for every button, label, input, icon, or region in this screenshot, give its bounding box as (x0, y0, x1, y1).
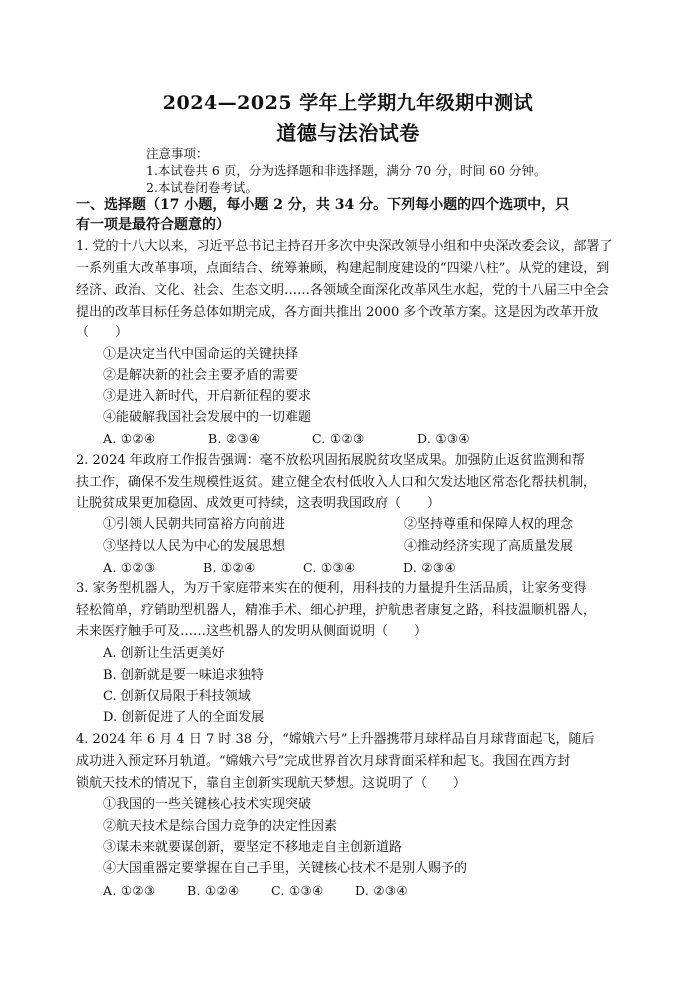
q2-statement-4: ④推动经济实现了高质量发展 (404, 539, 574, 554)
q2-statement-3: ③坚持以人民为中心的发展思想 (103, 539, 286, 554)
exam-title: 2024—2025 学年上学期九年级期中测试 (162, 92, 534, 114)
q2-choice-a: A. ①②③ (103, 560, 156, 575)
exam-subject-title: 道德与法治试卷 (276, 121, 420, 145)
q3-choice-a: A. 创新让生活更美好 (103, 646, 225, 661)
notice-item-1: 1.本试卷共 6 页，分为选择题和非选择题，满分 70 分，时间 60 分钟。 (146, 163, 547, 178)
q1-choice-c: C. ①②③ (312, 431, 365, 446)
q3-text-line-2: 轻松简单，疗销助型机器人，精准手术、细心护理，护航患者康复之路，科技温顺机器人， (76, 603, 597, 618)
q3-text-line-1: 3. 家务型机器人，为万千家庭带来实在的便利，用科技的力量提升生活品质，让家务变得 (76, 581, 587, 596)
q2-choice-d: D. ②③④ (403, 560, 456, 575)
q2-text-line-1: 2. 2024 年政府工作报告强调：毫不放松巩固拓展脱贫攻坚成果。加强防止返贫监测和帮 (76, 453, 585, 468)
q2-choice-b: B. ①②④ (203, 560, 256, 575)
q4-choice-a: A. ①②③ (103, 883, 156, 898)
notice-heading: 注意事项： (146, 146, 209, 161)
q4-text-line-2: 成功进入预定环月轨道。“嫦娥六号”完成世界首次月球背面采样和起飞。我国在西方封 (76, 754, 571, 769)
section-heading-line-2: 有一项是最符合题意的） (76, 217, 230, 233)
notice-item-2: 2.本试卷闭卷考试。 (146, 180, 258, 195)
q1-answer-blank: （ ） (76, 325, 129, 340)
q3-choice-c: C. 创新仅局限于科技领域 (103, 689, 251, 704)
q4-choice-d: D. ②③④ (355, 883, 408, 898)
q2-text-line-3: 让脱贫成果更加稳固、成效更可持续，这表明我国政府（ ） (76, 496, 441, 511)
q2-statement-2: ②坚持尊重和保障人权的理念 (404, 517, 574, 532)
q1-statement-2: ②是解决新的社会主要矛盾的需要 (103, 368, 299, 383)
q4-statement-1: ①我国的一些关键核心技术实现突破 (103, 797, 312, 812)
q4-choice-b: B. ①②④ (187, 883, 240, 898)
q4-choice-c: C. ①③④ (271, 883, 324, 898)
section-heading-line-1: 一、选择题（17 小题，每小题 2 分，共 34 分。下列每小题的四个选项中，只 (76, 197, 570, 213)
q3-choice-b: B. 创新就是要一味追求独特 (103, 668, 264, 683)
q1-choice-b: B. ②③④ (208, 431, 261, 446)
q3-text-line-3: 未来医疗触手可及……这些机器人的发明从侧面说明（ ） (76, 624, 428, 639)
q4-text-line-1: 4. 2024 年 6 月 4 日 7 时 38 分，“嫦娥六号”上升器携带月球样品自月球背面起飞，随后 (76, 732, 595, 747)
q2-choice-c: C. ①③④ (303, 560, 356, 575)
q1-choice-d: D. ①③④ (417, 431, 470, 446)
q1-statement-3: ③是进入新时代，开启新征程的要求 (103, 389, 312, 404)
q4-statement-3: ③谋未来就要谋创新，要坚定不移地走自主创新道路 (103, 840, 403, 855)
q1-text-line-2: 一系列重大改革事项，点面结合、统筹兼顾，构建起制度建设的“四梁八柱”。从党的建设，到 (76, 261, 610, 276)
q1-statement-4: ④能破解我国社会发展中的一切难题 (103, 410, 312, 425)
q3-choice-d: D. 创新促进了人的全面发展 (103, 710, 265, 725)
q1-text-line-1: 1. 党的十八大以来，习近平总书记主持召开多次中央深改领导小组和中央深改委会议，部署了 (76, 239, 613, 254)
q4-text-line-3: 锁航天技术的情况下，靠自主创新实现航天梦想。这说明了（ ） (76, 776, 467, 791)
q4-statement-2: ②航天技术是综合国力竞争的决定性因素 (103, 819, 338, 834)
q1-text-line-4: 提出的改革目标任务总体如期完成，各方面共推出 2000 多个改革方案。这是因为改革开放 (76, 305, 599, 320)
q2-text-line-2: 扶工作，确保不发生规模性返贫。建立健全农村低收入人口和欠发达地区常态化帮扶机制， (76, 475, 597, 490)
q1-statement-1: ①是决定当代中国命运的关键抉择 (103, 347, 299, 362)
q4-statement-4: ④大国重器定要掌握在自己手里，关键核心技术不是别人赐予的 (103, 861, 468, 876)
q1-text-line-3: 经济、政治、文化、社会、生态文明……各领域全面深化改革风生水起，党的十八届三中全会 (76, 283, 610, 298)
q2-statement-1: ①引领人民朝共同富裕方向前进 (103, 517, 286, 532)
q1-choice-a: A. ①②④ (103, 431, 156, 446)
